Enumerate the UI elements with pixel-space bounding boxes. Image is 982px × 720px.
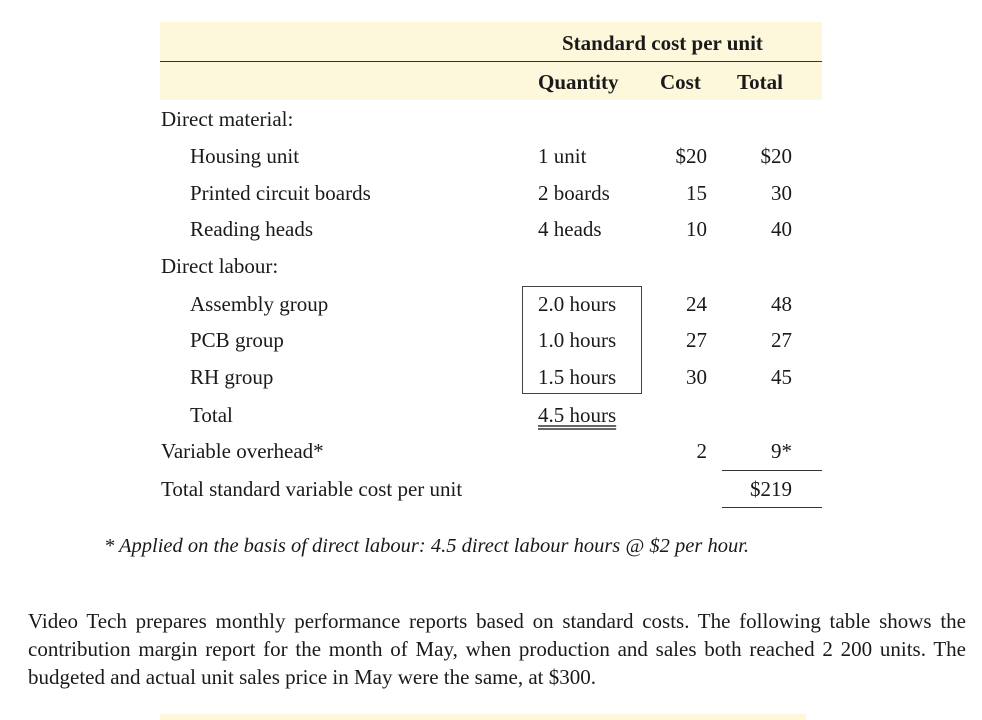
- grand-total-value: $219: [750, 477, 792, 501]
- row-total: 45: [771, 365, 792, 389]
- row-cost: 27: [686, 328, 707, 352]
- row-cost: $20: [675, 144, 707, 168]
- row-total: $20: [760, 144, 792, 168]
- row-label: Total: [190, 403, 233, 427]
- row-total: 40: [771, 217, 792, 241]
- row-label: Printed circuit boards: [190, 181, 371, 205]
- row-cost: 2: [696, 439, 707, 463]
- body-paragraph: Video Tech prepares monthly performance reports based on standard costs. The following table shows the contribution margin report for the month of May, when production and sales both reached 2 200 units. The budgeted and actual unit sales price in May were the same, at $300.: [28, 609, 966, 689]
- row-label: PCB group: [190, 328, 284, 352]
- section-label-direct-labour: Direct labour:: [161, 254, 279, 278]
- row-quantity: 1.5 hours: [538, 365, 617, 389]
- section-label-direct-material: Direct material:: [161, 107, 294, 131]
- column-header-cost: Cost: [660, 70, 701, 94]
- row-quantity: 1 unit: [538, 144, 587, 168]
- row-total: 30: [771, 181, 792, 205]
- row-total: 48: [771, 292, 792, 316]
- row-label: Variable overhead*: [161, 439, 324, 463]
- row-quantity: 2.0 hours: [538, 292, 617, 316]
- total-rule: [722, 507, 822, 508]
- row-label: Housing unit: [190, 144, 300, 168]
- row-label: RH group: [190, 365, 274, 389]
- row-label: Reading heads: [190, 217, 314, 241]
- header-divider: [160, 61, 822, 62]
- row-cost: 30: [686, 365, 707, 389]
- next-table-header-band: [160, 714, 806, 720]
- row-quantity: 1.0 hours: [538, 328, 617, 352]
- footnote: * Applied on the basis of direct labour: 4.5 direct labour hours @ $2 per hour.: [104, 535, 750, 557]
- row-cost: 15: [686, 181, 707, 205]
- row-label: Assembly group: [190, 292, 329, 316]
- column-group-title: Standard cost per unit: [562, 31, 763, 55]
- column-header-total: Total: [737, 70, 783, 94]
- row-total: 27: [771, 328, 792, 352]
- labour-hours-total: 4.5 hours: [538, 403, 617, 427]
- row-quantity: 2 boards: [538, 181, 610, 205]
- row-quantity: 4 heads: [538, 217, 602, 241]
- subtotal-rule: [722, 470, 822, 471]
- row-label: Total standard variable cost per unit: [161, 477, 463, 501]
- row-cost: 10: [686, 217, 707, 241]
- column-header-quantity: Quantity: [538, 70, 619, 94]
- row-cost: 24: [686, 292, 707, 316]
- row-total: 9*: [771, 439, 792, 463]
